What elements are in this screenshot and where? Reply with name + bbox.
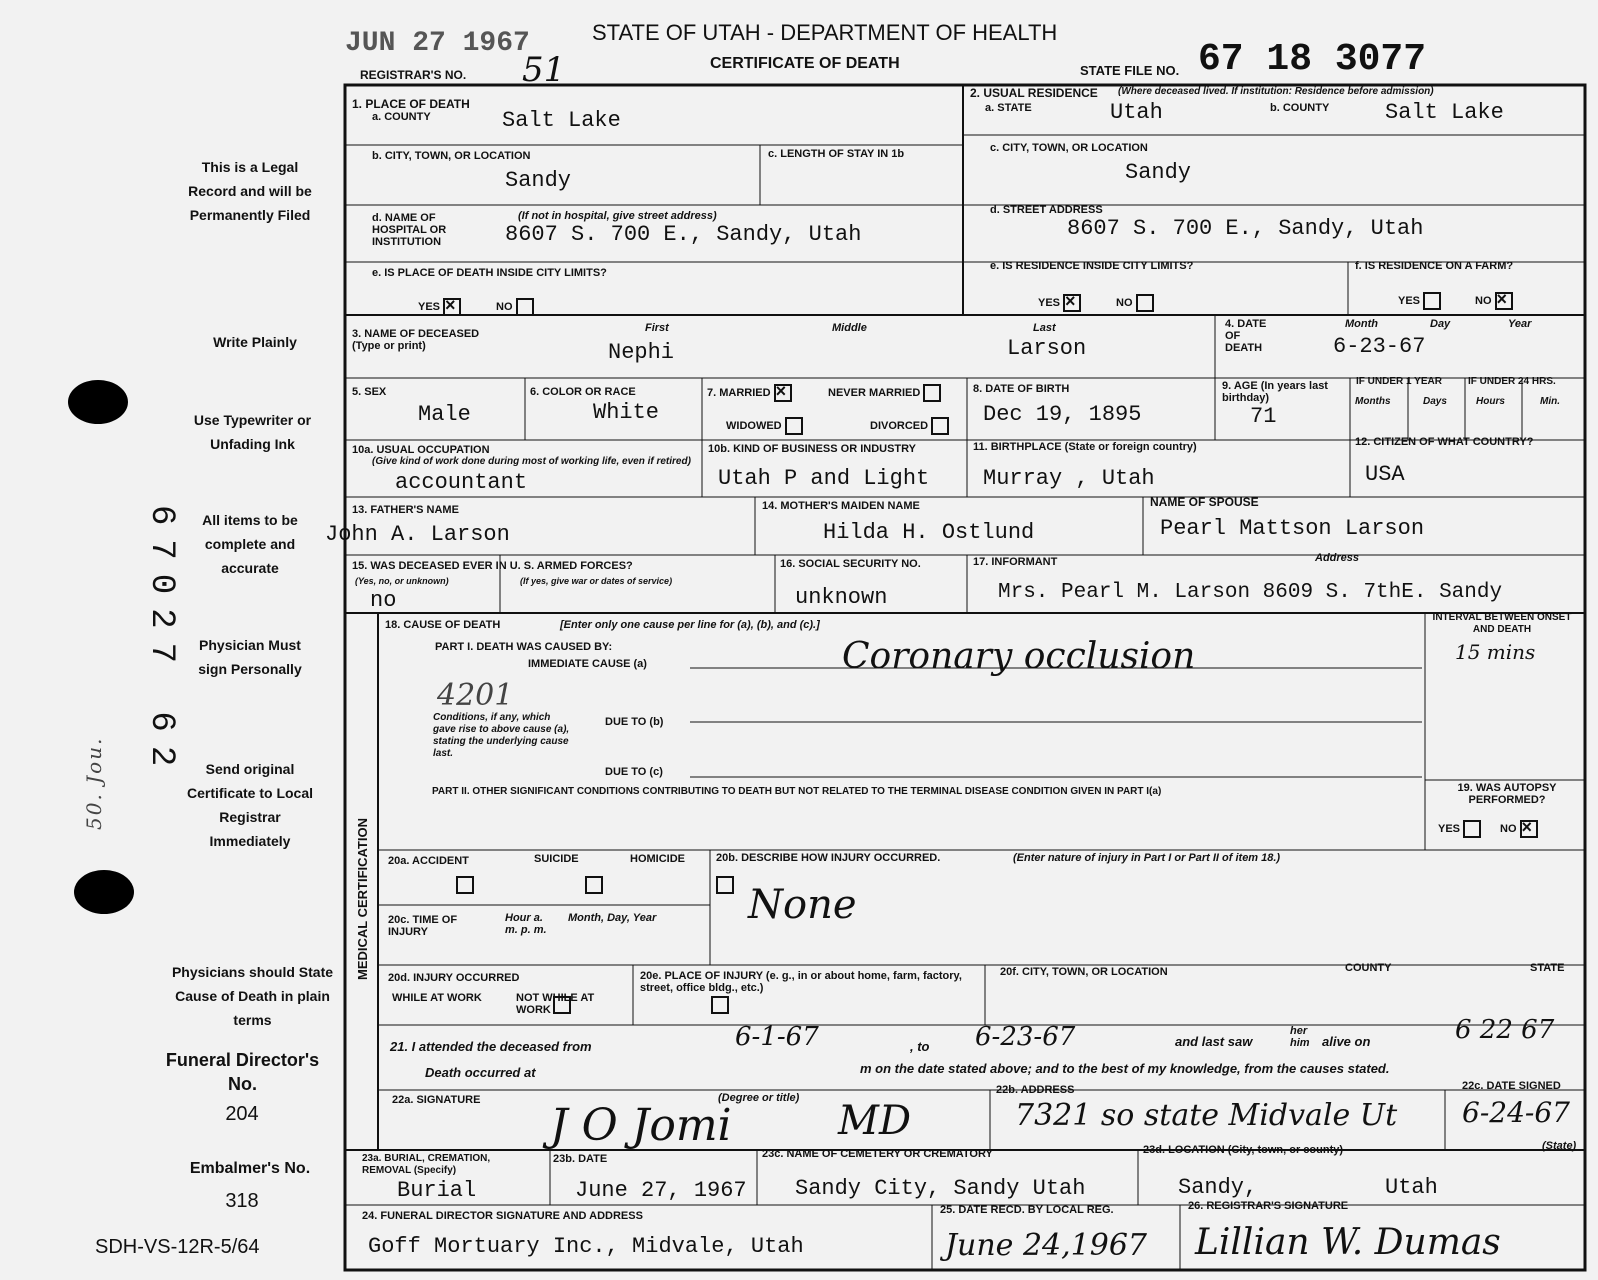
birthplace-value: Murray , Utah — [983, 466, 1155, 491]
business-value: Utah P and Light — [718, 466, 930, 491]
interval-label: INTERVAL BETWEEN ONSET AND DEATH — [1432, 612, 1572, 635]
attended-label: 21. I attended the deceased from — [390, 1039, 592, 1054]
legal-record-note: This is a Legal Record and will be Permanently Filed — [188, 159, 312, 223]
place-of-injury-label: 20e. PLACE OF INJURY (e. g., in or about home, farm, factory, street, office bldg., etc.) — [640, 970, 962, 994]
injury-occurred-label: 20d. INJURY OCCURRED — [388, 972, 520, 984]
res-city-value: Sandy — [1125, 160, 1192, 185]
res-inside-yes[interactable] — [1038, 294, 1081, 312]
accident-checkbox[interactable] — [456, 876, 474, 894]
certificate-title: CERTIFICATE OF DEATH — [710, 55, 900, 72]
vertical-file-number: 67027 62 — [142, 505, 180, 781]
sex-value: Male — [418, 402, 471, 427]
no-checkbox[interactable] — [1136, 294, 1154, 312]
registrar-no-label: REGISTRAR'S NO. — [360, 68, 467, 82]
year-label: Year — [1508, 318, 1532, 330]
never-married-label: NEVER MARRIED — [828, 386, 921, 399]
injury-description-value: None — [748, 882, 857, 928]
under-24-hrs-label: IF UNDER 24 HRS. — [1468, 376, 1556, 387]
divorced-checkbox[interactable] — [931, 417, 949, 435]
ssn-label: 16. SOCIAL SECURITY NO. — [780, 558, 921, 570]
death-county-label: a. COUNTY — [372, 111, 431, 123]
month-day-year-label: Month, Day, Year — [568, 912, 657, 924]
yes-label: YES — [1398, 294, 1421, 307]
accident-label: 20a. ACCIDENT — [388, 855, 469, 867]
part2-label: PART II. OTHER SIGNIFICANT CONDITIONS CONTRIBUTING TO DEATH BUT NOT RELATED TO THE TERMINAL DISEASE CONDITION GIVEN IN PART I(a) — [432, 786, 1162, 797]
signature-label: 22a. SIGNATURE — [392, 1094, 481, 1106]
suicide-label: SUICIDE — [534, 853, 579, 865]
conditions-note: Conditions, if any, which gave rise to above cause (a), stating the underlying cause last. — [433, 712, 570, 759]
days-label: Days — [1423, 396, 1447, 407]
date-signed-value: 6-24-67 — [1462, 1096, 1570, 1129]
widowed-label: WIDOWED — [726, 419, 782, 432]
medical-certification-label: MEDICAL CERTIFICATION — [355, 817, 370, 980]
typewriter-note: Use Typewriter or Unfading Ink — [193, 412, 312, 452]
embalmer-label: Embalmer's No. — [189, 1160, 311, 1177]
hospital-value: 8607 S. 700 E., Sandy, Utah — [505, 222, 862, 247]
registrar-signature-value: Lillian W. Dumas — [1195, 1222, 1501, 1263]
res-state-label: a. STATE — [985, 102, 1032, 114]
widowed-option[interactable] — [726, 417, 803, 435]
armed-forces-note-a: (Yes, no, or unknown) — [355, 576, 449, 586]
married-label: 7. MARRIED — [707, 386, 771, 399]
degree-label: (Degree or title) — [718, 1092, 800, 1104]
suicide-checkbox[interactable] — [585, 876, 603, 894]
street-label: d. STREET ADDRESS — [990, 204, 1103, 216]
classification-code: 4201 — [437, 678, 514, 713]
under-1-year-label: IF UNDER 1 YEAR — [1356, 376, 1442, 387]
informant-label: 17. INFORMANT — [973, 556, 1058, 568]
armed-forces-note-b: (If yes, give war or dates of service) — [520, 576, 673, 586]
city-of-injury-label: 20f. CITY, TOWN, OR LOCATION — [1000, 966, 1168, 978]
not-while-at-work-option[interactable] — [516, 992, 596, 1016]
farm-yes[interactable] — [1398, 292, 1441, 310]
hours-label: Hours — [1476, 396, 1505, 407]
received-stamp: JUN 27 1967 — [345, 28, 530, 59]
res-inside-no[interactable] — [1116, 294, 1154, 312]
time-of-injury-label: 20c. TIME OF INJURY — [388, 914, 458, 938]
no-checkbox[interactable] — [516, 298, 534, 316]
first-label: First — [645, 322, 669, 334]
place-of-death-label: 1. PLACE OF DEATH — [352, 97, 470, 111]
usual-residence-note: (Where deceased lived. If institution: Residence before admission) — [1118, 86, 1434, 97]
vertical-pencil-note: 50. Jou. — [82, 736, 106, 830]
physician-note: Physician Must sign Personally — [198, 637, 302, 677]
mother-label: 14. MOTHER'S MAIDEN NAME — [762, 500, 920, 512]
burial-date-label: 23b. DATE — [553, 1153, 608, 1165]
while-at-work-label: WHILE AT WORK — [392, 992, 482, 1004]
mother-value: Hilda H. Ostlund — [823, 520, 1035, 545]
while-at-work-option[interactable] — [392, 992, 482, 1004]
due-to-c-label: DUE TO (c) — [605, 766, 663, 778]
date-of-death-value: 6-23-67 — [1333, 334, 1426, 359]
never-married-option[interactable] — [828, 384, 941, 402]
res-county-value: Salt Lake — [1385, 100, 1504, 125]
length-of-stay-label: c. LENGTH OF STAY IN 1b — [768, 148, 905, 160]
inside-city-yes[interactable] — [418, 298, 461, 316]
funeral-director-number: 204 — [225, 1103, 259, 1125]
birthplace-label: 11. BIRTHPLACE (State or foreign country) — [973, 441, 1197, 453]
deceased-name-label: 3. NAME OF DECEASED (Type or print) — [352, 328, 480, 352]
father-label: 13. FATHER'S NAME — [352, 504, 459, 516]
yes-label: YES — [1038, 296, 1061, 309]
armed-forces-value: no — [370, 588, 397, 613]
occupation-value: accountant — [395, 470, 528, 495]
cause-of-death-label: 18. CAUSE OF DEATH — [385, 619, 501, 631]
no-checkbox[interactable] — [1520, 820, 1538, 838]
inside-city-no[interactable] — [496, 298, 534, 316]
father-value: John A. Larson — [325, 522, 510, 547]
hospital-note: (If not in hospital, give street address) — [518, 210, 717, 222]
address-22b-label: 22b. ADDRESS — [996, 1084, 1075, 1096]
spouse-value: Pearl Mattson Larson — [1160, 516, 1425, 541]
never-married-checkbox[interactable] — [923, 384, 941, 402]
date-of-death-label: 4. DATE OF DEATH — [1225, 318, 1267, 354]
res-county-label: b. COUNTY — [1270, 102, 1330, 114]
write-plainly-note: Write Plainly — [213, 334, 297, 350]
informant-address-label: Address — [1315, 552, 1360, 564]
funeral-director-sig-label: 24. FUNERAL DIRECTOR SIGNATURE AND ADDRESS — [362, 1210, 643, 1222]
dob-label: 8. DATE OF BIRTH — [973, 383, 1070, 395]
business-label: 10b. KIND OF BUSINESS OR INDUSTRY — [708, 443, 917, 455]
street-value: 8607 S. 700 E., Sandy, Utah — [1067, 216, 1424, 241]
yes-label: YES — [1438, 822, 1461, 835]
no-checkbox[interactable] — [1495, 292, 1513, 310]
last-name-value: Larson — [1007, 336, 1087, 361]
yes-checkbox[interactable] — [1463, 820, 1481, 838]
cemetery-value: Sandy City, Sandy Utah — [795, 1176, 1086, 1201]
not-while-at-work-label: NOT WHILE AT WORK — [516, 992, 595, 1016]
interval-value: 15 mins — [1455, 640, 1536, 664]
day-label: Day — [1430, 318, 1451, 330]
burial-value: Burial — [397, 1178, 477, 1203]
citizen-label: 12. CITIZEN OF WHAT COUNTRY? — [1355, 436, 1534, 448]
form-number: SDH-VS-12R-5/64 — [95, 1236, 260, 1258]
farm-label: f. IS RESIDENCE ON A FARM? — [1355, 260, 1514, 272]
to-label: , to — [910, 1039, 930, 1054]
location-label: 23d. LOCATION (City, town, or county) — [1143, 1144, 1344, 1156]
complete-note: All items to be complete and accurate — [202, 512, 298, 576]
immediate-cause-value: Coronary occlusion — [842, 636, 1196, 677]
min-label: Min. — [1540, 396, 1560, 407]
degree-value: MD — [838, 1098, 912, 1144]
usual-residence-label: 2. USUAL RESIDENCE — [970, 86, 1098, 100]
ssn-value: unknown — [795, 585, 888, 610]
widowed-checkbox[interactable] — [785, 417, 803, 435]
divorced-option[interactable] — [870, 417, 949, 435]
no-label: NO — [1475, 294, 1492, 307]
death-city-value: Sandy — [505, 168, 572, 193]
death-city-label: b. CITY, TOWN, OR LOCATION — [372, 150, 531, 162]
not-while-at-work-checkbox[interactable] — [711, 996, 729, 1014]
farm-no[interactable] — [1475, 292, 1513, 310]
embalmer-number: 318 — [225, 1190, 259, 1212]
spouse-label: NAME OF SPOUSE — [1150, 495, 1259, 509]
physician-address-value: 7321 so state Midvale Ut — [1015, 1098, 1398, 1133]
yes-label: YES — [418, 300, 441, 313]
describe-injury-note: (Enter nature of injury in Part I or Part II of item 18.) — [1013, 852, 1281, 864]
on-date-stated-label: m on the date stated above; and to the best of my knowledge, from the causes stated. — [860, 1061, 1390, 1076]
cause-of-death-note: [Enter only one cause per line for (a), (b), and (c).] — [560, 619, 820, 631]
last-saw-alive-value: 6 22 67 — [1455, 1015, 1555, 1045]
no-label: NO — [1116, 296, 1133, 309]
married-option[interactable] — [707, 384, 792, 402]
no-label: NO — [1500, 822, 1517, 835]
death-occurred-label: Death occurred at — [425, 1065, 536, 1080]
yes-checkbox[interactable] — [443, 298, 461, 316]
hospital-label: d. NAME OF HOSPITAL OR INSTITUTION — [372, 212, 447, 248]
department-title: STATE OF UTAH - DEPARTMENT OF HEALTH — [592, 20, 1058, 45]
death-county-value: Salt Lake — [502, 108, 621, 133]
state-file-number: 67 18 3077 — [1198, 38, 1427, 81]
alive-on-label: alive on — [1322, 1034, 1371, 1049]
res-state-value: Utah — [1110, 100, 1163, 125]
occupation-label: 10a. USUAL OCCUPATION — [352, 444, 490, 456]
married-checkbox[interactable] — [774, 384, 792, 402]
part1-label: PART I. DEATH WAS CAUSED BY: — [435, 641, 613, 653]
burial-label: 23a. BURIAL, CREMATION, REMOVAL (Specify) — [362, 1153, 491, 1176]
age-label: 9. AGE (In years last birthday) — [1222, 380, 1328, 404]
date-received-value: June 24,1967 — [945, 1228, 1148, 1263]
age-value: 71 — [1250, 404, 1277, 429]
date-signed-label: 22c. DATE SIGNED — [1462, 1080, 1561, 1092]
first-name-value: Nephi — [608, 340, 675, 365]
res-city-label: c. CITY, TOWN, OR LOCATION — [990, 142, 1148, 154]
state-paren-label: (State) — [1542, 1140, 1577, 1152]
attended-from-value: 6-1-67 — [735, 1022, 819, 1052]
homicide-checkbox[interactable] — [716, 876, 734, 894]
cemetery-label: 23c. NAME OF CEMETERY OR CREMATORY — [762, 1148, 993, 1160]
homicide-label: HOMICIDE — [630, 853, 685, 865]
burial-date-value: June 27, 1967 — [575, 1178, 747, 1203]
yes-checkbox[interactable] — [1063, 294, 1081, 312]
sex-label: 5. SEX — [352, 386, 387, 398]
last-label: Last — [1033, 322, 1056, 334]
months-label: Months — [1355, 396, 1391, 407]
occupation-note: (Give kind of work done during most of working life, even if retired) — [372, 456, 691, 467]
yes-checkbox[interactable] — [1423, 292, 1441, 310]
autopsy-label: 19. WAS AUTOPSY PERFORMED? — [1457, 782, 1557, 806]
due-to-b-label: DUE TO (b) — [605, 716, 664, 728]
location-city-value: Sandy, — [1178, 1175, 1258, 1200]
race-value: White — [593, 400, 660, 425]
her-him-label: her him — [1290, 1025, 1310, 1049]
date-received-label: 25. DATE RECD. BY LOCAL REG. — [940, 1204, 1114, 1216]
funeral-director-label: Funeral Director's No. — [165, 1050, 320, 1094]
registrar-signature-label: 26. REGISTRAR'S SIGNATURE — [1188, 1200, 1349, 1212]
last-saw-label: and last saw — [1175, 1034, 1253, 1049]
hour-label: Hour a. m. p. m. — [505, 912, 547, 936]
citizen-value: USA — [1365, 462, 1405, 487]
informant-value: Mrs. Pearl M. Larson 8609 S. 7thE. Sandy — [998, 581, 1503, 604]
dob-value: Dec 19, 1895 — [983, 402, 1142, 427]
autopsy-no[interactable] — [1500, 820, 1538, 838]
month-label: Month — [1345, 318, 1378, 330]
location-state-value: Utah — [1385, 1175, 1438, 1200]
autopsy-yes[interactable] — [1438, 820, 1481, 838]
state-of-injury-label: STATE — [1530, 962, 1565, 974]
send-original-note: Send original Certificate to Local Registrar Immediately — [186, 761, 314, 849]
attended-to-value: 6-23-67 — [975, 1022, 1076, 1052]
immediate-cause-label: IMMEDIATE CAUSE (a) — [528, 658, 647, 670]
divorced-label: DIVORCED — [870, 419, 929, 432]
inside-city-label: e. IS PLACE OF DEATH INSIDE CITY LIMITS? — [372, 267, 607, 279]
race-label: 6. COLOR OR RACE — [530, 386, 636, 398]
funeral-home-value: Goff Mortuary Inc., Midvale, Utah — [368, 1234, 804, 1259]
describe-injury-label: 20b. DESCRIBE HOW INJURY OCCURRED. — [716, 852, 941, 864]
physicians-cause-note: Physicians should State Cause of Death in plain terms — [171, 964, 334, 1028]
registrar-no: 51 — [522, 50, 566, 90]
middle-label: Middle — [832, 322, 867, 334]
state-file-label: STATE FILE NO. — [1080, 63, 1180, 78]
res-inside-city-label: e. IS RESIDENCE INSIDE CITY LIMITS? — [990, 260, 1194, 272]
armed-forces-label: 15. WAS DECEASED EVER IN U. S. ARMED FORCES? — [352, 560, 633, 572]
no-label: NO — [496, 300, 513, 313]
physician-signature: J O Jomi — [550, 1100, 732, 1151]
county-of-injury-label: COUNTY — [1345, 962, 1392, 974]
